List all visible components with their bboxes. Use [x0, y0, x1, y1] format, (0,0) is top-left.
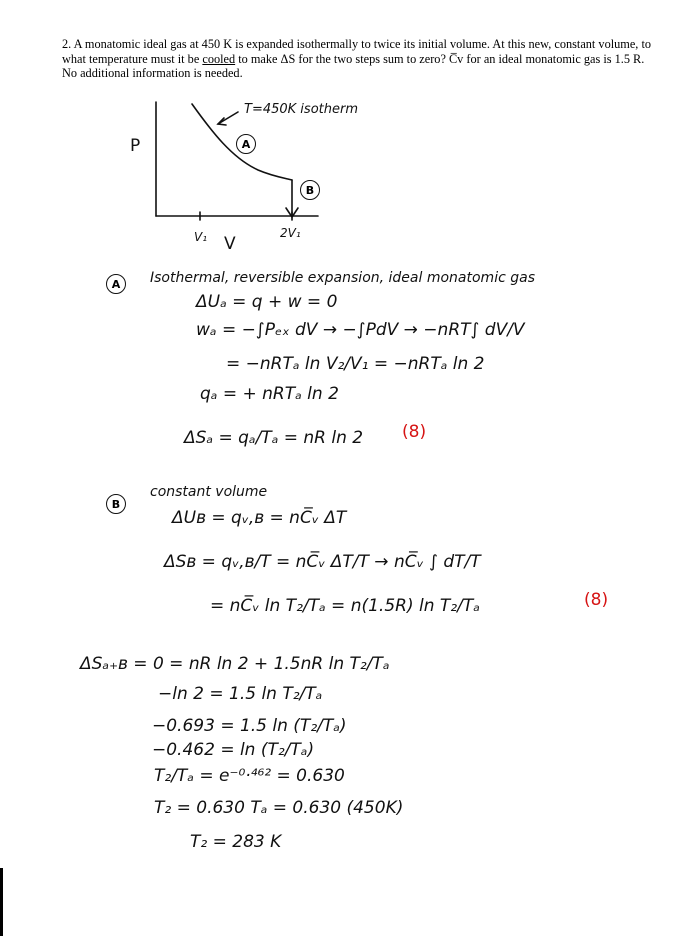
isotherm-label: T=450K isotherm	[244, 102, 358, 117]
problem-statement	[62, 37, 654, 81]
solution-line-4: −0.462 = ln (T₂/Tₐ)	[152, 740, 315, 760]
scan-edge-bar	[0, 868, 3, 936]
section-a-line-5: ΔSₐ = qₐ/Tₐ = nR ln 2	[184, 428, 364, 448]
section-b-line-2: ΔSʙ = qᵥ,ʙ/T = nC̅ᵥ ΔT/T → nC̅ᵥ ∫ dT/T	[164, 552, 481, 572]
section-a-heading: Isothermal, reversible expansion, ideal monatomic gas	[150, 270, 535, 286]
section-a-score: (8)	[402, 422, 427, 442]
section-b-line-1: ΔUʙ = qᵥ,ʙ = nC̅ᵥ ΔT	[172, 508, 347, 528]
underlined-word-cooled: cooled	[202, 51, 236, 66]
solution-line-7: T₂ = 283 K	[190, 832, 282, 852]
p-axis-label: P	[130, 136, 141, 156]
solution-line-1: ΔSₐ₊ʙ = 0 = nR ln 2 + 1.5nR ln T₂/Tₐ	[80, 654, 390, 674]
v2-tick-label: 2V₁	[280, 226, 301, 240]
section-b-heading: constant volume	[150, 484, 268, 500]
v-axis-label: V	[224, 234, 236, 254]
section-b-marker: B	[106, 494, 126, 514]
section-a-line-3: = −nRTₐ ln V₂/V₁ = −nRTₐ ln 2	[226, 354, 485, 374]
solution-line-3: −0.693 = 1.5 ln (T₂/Tₐ)	[152, 716, 347, 736]
section-a-line-1: ΔUₐ = q + w = 0	[196, 292, 338, 312]
solution-line-2: −ln 2 = 1.5 ln T₂/Tₐ	[158, 684, 323, 704]
problem-text-part2: to make ΔS for the two steps sum to zero? C̅v for an ideal monatomic gas is 1.5 R. No additional information is needed.	[62, 51, 645, 80]
section-a-line-2: wₐ = −∫Pₑₓ dV → −∫PdV → −nRT∫ dV/V	[196, 320, 525, 340]
point-a-marker: A	[236, 134, 256, 154]
section-b-score: (8)	[584, 590, 609, 610]
section-a-marker: A	[106, 274, 126, 294]
v1-tick-label: V₁	[194, 230, 208, 244]
solution-line-5: T₂/Tₐ = e⁻⁰·⁴⁶² = 0.630	[154, 766, 345, 786]
section-b-line-3: = nC̅ᵥ ln T₂/Tₐ = n(1.5R) ln T₂/Tₐ	[210, 596, 480, 616]
label-pointer-arrow	[218, 112, 238, 124]
pv-diagram	[0, 90, 680, 350]
section-a-line-4: qₐ = + nRTₐ ln 2	[200, 384, 339, 404]
point-b-marker: B	[300, 180, 320, 200]
problem-text-part1: 2. A monatomic ideal gas at 450 K is expanded isothermally to twice its initial volume. At this new, constant volume, to what temperature must it be	[62, 37, 652, 66]
solution-line-6: T₂ = 0.630 Tₐ = 0.630 (450K)	[154, 798, 404, 818]
